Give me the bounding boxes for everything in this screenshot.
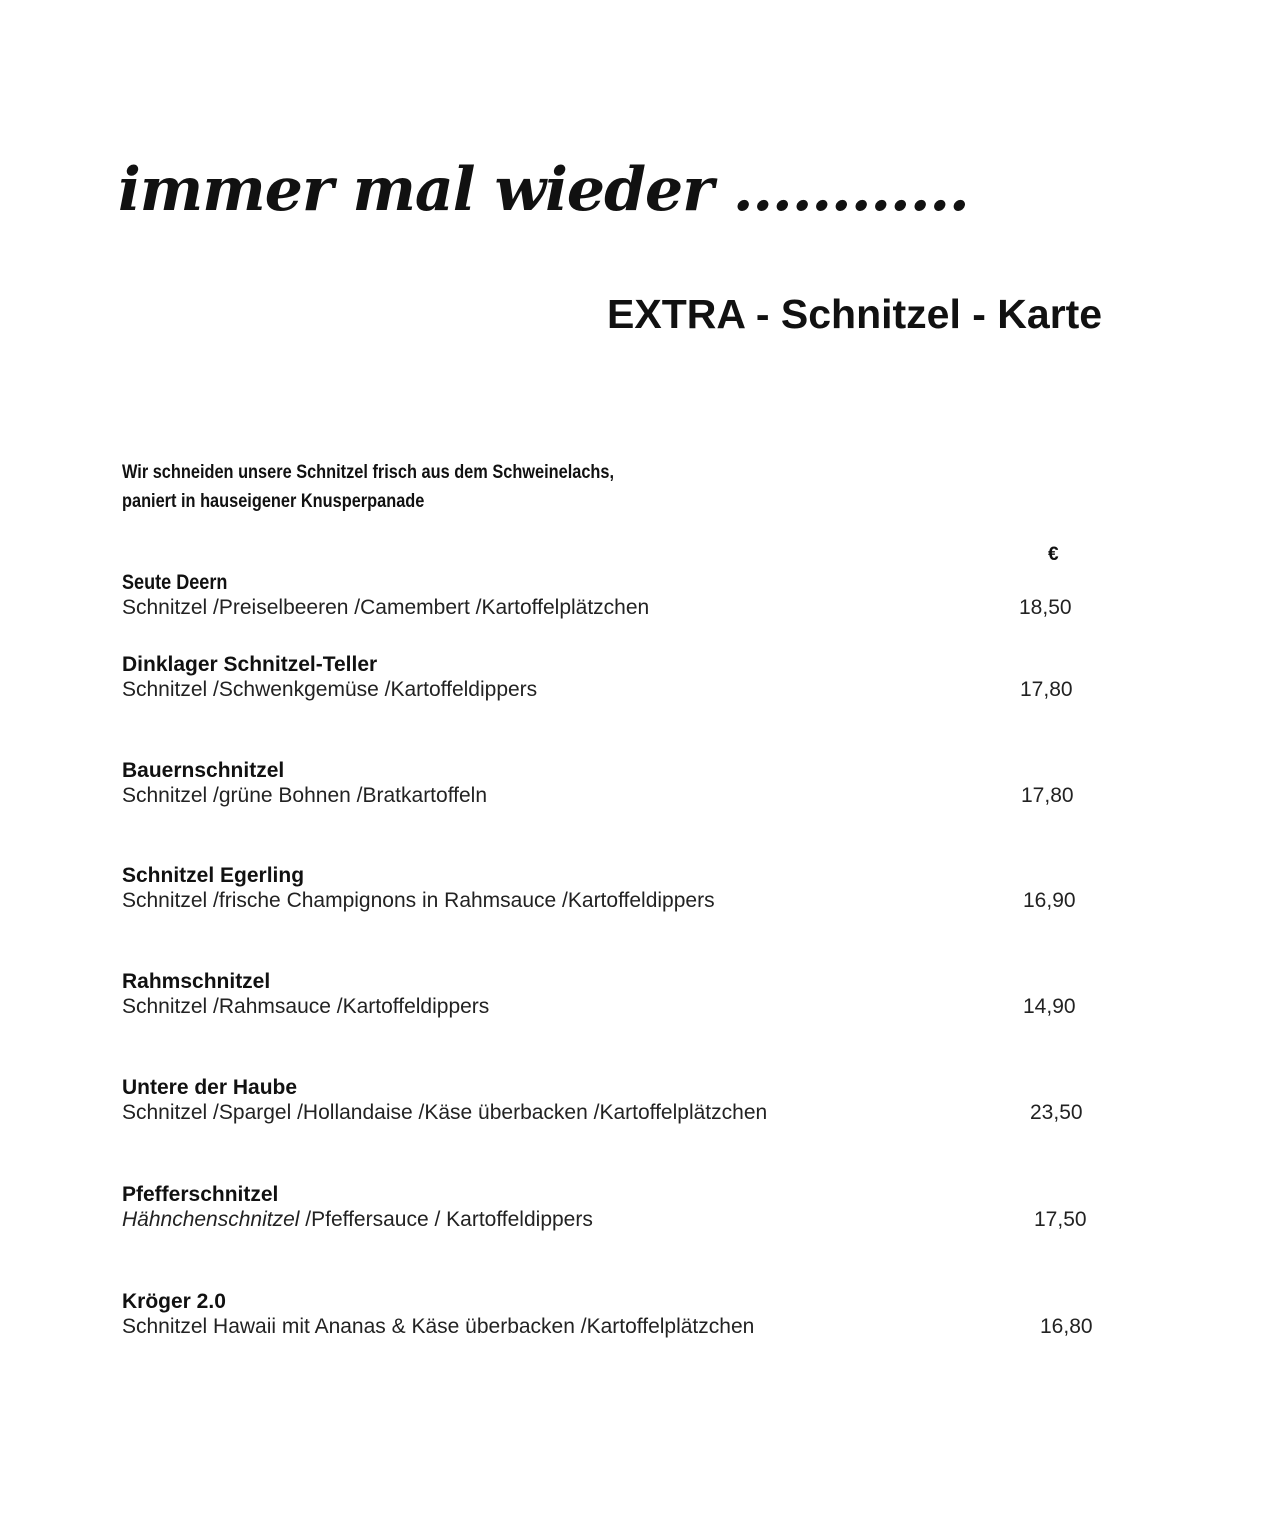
menu-item-description: Schnitzel /grüne Bohnen /Bratkartoffeln <box>122 784 488 807</box>
menu-item-pfefferschnitzel <box>122 1182 1122 1238</box>
menu-item-price: 16,80 <box>1040 1315 1093 1338</box>
menu-item-dinklager-schnitzel-teller <box>122 652 1122 708</box>
menu-item-schnitzel-egerling <box>122 863 1122 919</box>
menu-item-name: Pfefferschnitzel <box>122 1183 279 1206</box>
menu-item-name: Seute Deern <box>122 571 228 594</box>
menu-item-description-rest: /Pfeffersauce / Kartoffeldippers <box>299 1208 593 1231</box>
menu-item-seute-deern <box>122 570 1122 626</box>
menu-item-price: 16,90 <box>1023 889 1076 912</box>
menu-tagline: immer mal wieder ………… <box>118 155 969 225</box>
intro-line-1: Wir schneiden unsere Schnitzel frisch aus dem Schweinelachs, <box>122 462 615 483</box>
intro-line-2: paniert in hauseigener Knusperpanade <box>122 491 425 512</box>
menu-item-price: 17,80 <box>1020 678 1073 701</box>
menu-item-name: Untere der Haube <box>122 1076 298 1099</box>
menu-item-bauernschnitzel <box>122 758 1122 814</box>
menu-item-description: Schnitzel /Spargel /Hollandaise /Käse überbacken /Kartoffelplätzchen <box>122 1101 768 1124</box>
menu-item-price: 14,90 <box>1023 995 1076 1018</box>
menu-item-description: Schnitzel /Schwenkgemüse /Kartoffeldippers <box>122 678 538 701</box>
menu-item-name: Bauernschnitzel <box>122 759 285 782</box>
currency-header: € <box>1048 544 1059 565</box>
menu-item-description <box>122 1207 593 1233</box>
menu-item-description-italic: Hähnchenschnitzel <box>122 1208 300 1231</box>
menu-item-kroeger-2-0 <box>122 1289 1122 1345</box>
menu-item-untere-der-haube <box>122 1075 1122 1131</box>
menu-intro <box>122 458 614 516</box>
menu-item-name: Schnitzel Egerling <box>122 864 305 887</box>
menu-title: EXTRA - Schnitzel - Karte <box>607 291 1103 337</box>
menu-item-price: 17,50 <box>1034 1208 1087 1231</box>
menu-item-name: Rahmschnitzel <box>122 970 271 993</box>
menu-item-description: Schnitzel Hawaii mit Ananas & Käse überbacken /Kartoffelplätzchen <box>122 1315 755 1338</box>
menu-item-name: Dinklager Schnitzel-Teller <box>122 653 378 676</box>
menu-item-description: Schnitzel /Rahmsauce /Kartoffeldippers <box>122 995 490 1018</box>
menu-item-price: 18,50 <box>1019 596 1072 619</box>
menu-item-price: 23,50 <box>1030 1101 1083 1124</box>
menu-item-rahmschnitzel <box>122 969 1122 1025</box>
menu-item-description: Schnitzel /Preiselbeeren /Camembert /Kartoffelplätzchen <box>122 596 650 619</box>
menu-item-name: Kröger 2.0 <box>122 1290 226 1313</box>
menu-item-price: 17,80 <box>1021 784 1074 807</box>
menu-item-description: Schnitzel /frische Champignons in Rahmsauce /Kartoffeldippers <box>122 889 715 912</box>
